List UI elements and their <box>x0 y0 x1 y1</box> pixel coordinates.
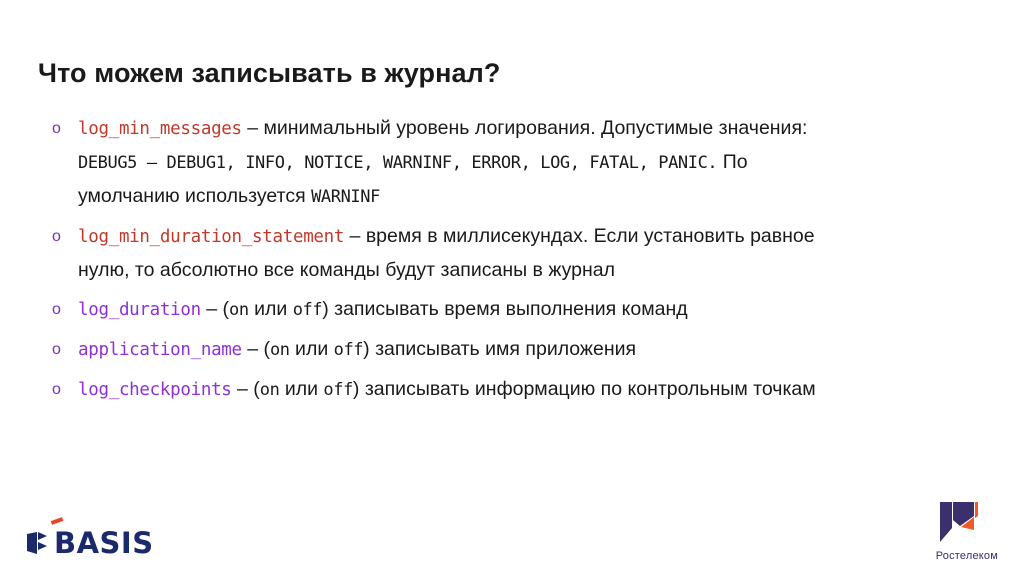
option-separator: или <box>289 338 334 360</box>
option-separator: или <box>248 298 293 320</box>
param-name-log-min-duration-statement: log_min_duration_statement <box>78 227 345 247</box>
bullet-text <box>78 293 844 327</box>
basis-logo-text: BASIS <box>54 525 154 560</box>
bullet-text <box>78 333 844 367</box>
bullet-text <box>78 373 844 407</box>
option-off: off <box>333 340 364 360</box>
rostelecom-logo-text: Ростелеком <box>935 550 998 562</box>
default-log-level: WARNINF <box>311 187 380 207</box>
bullet-text-part: – ( <box>200 298 230 320</box>
page-title: Что можем записывать в журнал? <box>38 58 501 88</box>
list-item <box>44 333 844 367</box>
rostelecom-logo <box>906 500 998 562</box>
param-name-application-name: application_name <box>78 340 242 360</box>
option-on: on <box>269 340 290 360</box>
bullet-text-part: – время в миллисекундах. Если установить равное нулю, то абсолютно все команды будут записаны в журнал <box>78 225 815 281</box>
param-name-log-duration: log_duration <box>78 300 201 320</box>
bullet-list <box>44 112 844 413</box>
bullet-text-part: – минимальный уровень логирования. Допустимые значения: <box>241 117 808 139</box>
option-off: off <box>292 300 323 320</box>
option-on: on <box>229 300 249 320</box>
bullet-marker: o <box>52 381 61 398</box>
bullet-text-part: – ( <box>241 338 270 360</box>
list-item <box>44 112 844 214</box>
bullet-marker: o <box>52 301 61 318</box>
log-levels-list: DEBUG5 – DEBUG1, INFO, NOTICE, WARNINF, ERROR, LOG, FATAL, PANIC. <box>78 153 718 173</box>
bullet-marker: o <box>52 120 61 137</box>
option-on: on <box>259 380 280 400</box>
param-name-log-checkpoints: log_checkpoints <box>78 380 232 400</box>
bullet-text-part: ) записывать информацию по контрольным точкам <box>352 378 816 400</box>
bullet-text-part: ) записывать имя приложения <box>363 338 637 360</box>
basis-logo <box>24 526 154 560</box>
list-item <box>44 220 844 287</box>
basis-mark-icon <box>24 530 50 556</box>
list-item <box>44 373 844 407</box>
bullet-text-part: По умолчанию используется <box>78 151 748 207</box>
bullet-text-part: ) записывать время выполнения команд <box>322 298 688 320</box>
rostelecom-mark-icon <box>934 500 982 544</box>
param-name-log-min-messages: log_min_messages <box>78 119 242 139</box>
basis-accent-icon <box>51 517 64 525</box>
bullet-marker: o <box>52 228 61 245</box>
bullet-text-part: – ( <box>231 378 260 400</box>
bullet-marker: o <box>52 341 61 358</box>
bullet-text <box>78 220 844 287</box>
option-separator: или <box>279 378 324 400</box>
option-off: off <box>323 380 353 400</box>
bullet-text <box>78 112 844 214</box>
list-item <box>44 293 844 327</box>
